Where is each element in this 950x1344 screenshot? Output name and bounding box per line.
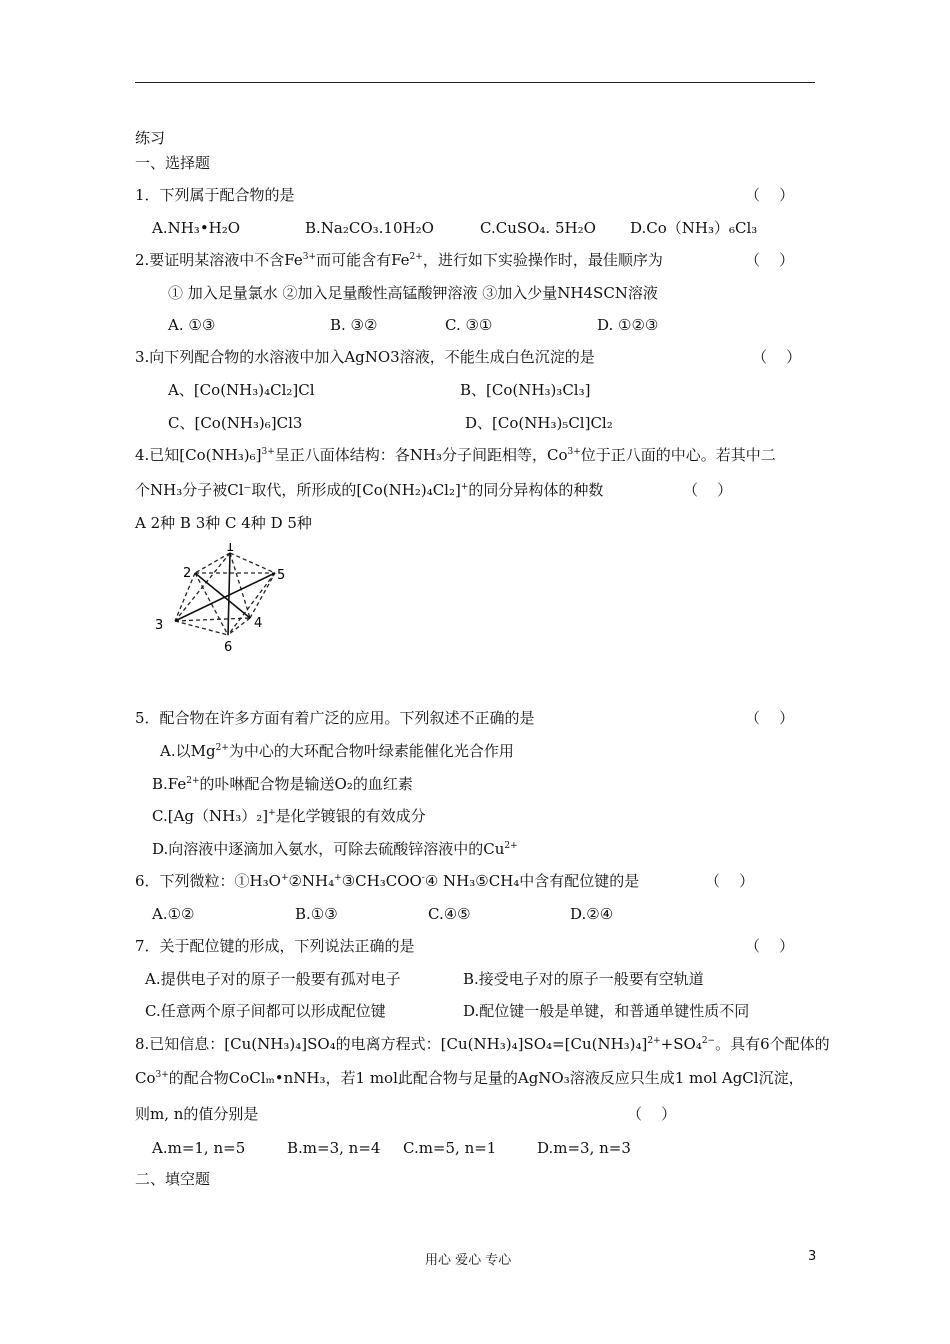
q2-option-c: C. ③① xyxy=(445,316,493,334)
q5-option-d: D.向溶液中逐滴加入氨水，可除去硫酸锌溶液中的$Cu^{2+}$ xyxy=(152,840,518,858)
vertex-label-1: 1 xyxy=(226,543,235,555)
octahedron-diagram xyxy=(150,543,295,655)
q8-option-d: D.m=3, n=3 xyxy=(537,1139,631,1157)
footer-motto: 用心 爱心 专心 xyxy=(425,1253,512,1268)
q2-operations: ① 加入足量氯水 ②加入足量酸性高锰酸钾溶液 ③加入少量NH4SCN溶液 xyxy=(168,284,658,302)
section-heading-fill: 二、填空题 xyxy=(135,1170,211,1188)
q6-option-b: B.①③ xyxy=(295,905,338,923)
q3-answer-blank: （ ） xyxy=(752,348,802,366)
q6-option-d: D.②④ xyxy=(570,905,614,923)
q8-option-c: C.m=5, n=1 xyxy=(403,1139,497,1157)
q3-option-d: D、[Co(NH₃)₅Cl]Cl₂ xyxy=(465,414,613,432)
page-title: 练习 xyxy=(135,129,166,147)
q8-stem-line3: 则m, n的值分别是 xyxy=(135,1105,259,1123)
vertex-label-4: 4 xyxy=(254,616,263,631)
q7-option-a: A.提供电子对的原子一般要有孤对电子 xyxy=(145,970,401,988)
q5-answer-blank: （ ） xyxy=(745,709,795,727)
q7-stem: 7．关于配位键的形成，下列说法正确的是 xyxy=(135,937,415,955)
q6-option-a: A.①② xyxy=(152,905,195,923)
q8-option-b: B.m=3, n=4 xyxy=(287,1139,381,1157)
q1-option-c: C.CuSO₄. 5H₂O xyxy=(480,219,596,237)
q8-stem-line2: $Co^{3+}$的配合物CoClₘ•nNH₃，若1 mol此配合物与足量的AgNO₃溶液反应只生成1 mol AgCl沉淀， xyxy=(135,1069,804,1087)
header-rule xyxy=(135,82,815,83)
q7-option-d: D.配位键一般是单键，和普通单键性质不同 xyxy=(463,1002,750,1020)
q5-option-c: C.[Ag（NH₃）₂]+是化学镀银的有效成分 xyxy=(152,807,426,825)
q5-stem: 5．配合物在许多方面有着广泛的应用。下列叙述不正确的是 xyxy=(135,709,535,727)
q3-option-c: C、[Co(NH₃)₆]Cl3 xyxy=(168,414,303,432)
q8-stem-line1: 8.已知信息：[Cu(NH₃)₄]SO₄的电离方程式：$[Cu(NH_3)_4]SO_4=[Cu(NH_3)_4]^{2+}+SO_4^{2-}$。具有6个配体的 xyxy=(135,1035,830,1053)
q1-option-b: B.Na₂CO₃.10H₂O xyxy=(305,219,434,237)
q1-answer-blank: （ ） xyxy=(745,186,795,204)
q1-stem: 1．下列属于配合物的是 xyxy=(135,186,295,204)
q4-answer-blank: （ ） xyxy=(683,481,733,499)
q2-stem: 2.要证明某溶液中不含$Fe^{3+}$而可能含有$Fe^{2+}$，进行如下实验操作时，最佳顺序为 xyxy=(135,251,663,269)
vertex-label-5: 5 xyxy=(277,568,286,583)
vertex-label-2: 2 xyxy=(183,566,192,581)
q4-options: A 2种 B 3种 C 4种 D 5种 xyxy=(135,514,312,532)
q1-option-d: D.Co（NH₃）₆Cl₃ xyxy=(630,219,758,237)
q3-stem: 3.向下列配合物的水溶液中加入AgNO3溶液，不能生成白色沉淀的是 xyxy=(135,348,595,366)
q4-stem-line1: 4.已知$[Co(NH_3)_6]^{3+}$呈正八面体结构：各NH₃分子间距相等，$Co^{3+}$位于正八面的中心。若其中二 xyxy=(135,446,776,464)
q3-option-b: B、[Co(NH₃)₃Cl₃] xyxy=(460,381,591,399)
vertex-label-3: 3 xyxy=(155,618,164,633)
q5-option-b: $B.Fe^{2+}$的卟啉配合物是输送O₂的血红素 xyxy=(152,775,413,793)
q2-option-d: D. ①②③ xyxy=(597,316,659,334)
q8-answer-blank: （ ） xyxy=(627,1105,677,1123)
q6-answer-blank: （ ） xyxy=(705,872,755,890)
q7-option-c: C.任意两个原子间都可以形成配位键 xyxy=(145,1002,386,1020)
q5-option-a: A.以$Mg^{2+}$为中心的大环配合物叶绿素能催化光合作用 xyxy=(160,742,514,760)
q2-option-b: B. ③② xyxy=(330,316,378,334)
q7-answer-blank: （ ） xyxy=(745,937,795,955)
section-heading-choice: 一、选择题 xyxy=(135,154,211,172)
q7-option-b: B.接受电子对的原子一般要有空轨道 xyxy=(463,970,704,988)
q6-stem: 6．下列微粒：①H₃O+②NH₄+③CH₃COO-④ NH₃⑤CH₄中含有配位键的是 xyxy=(135,872,640,890)
q6-option-c: C.④⑤ xyxy=(428,905,471,923)
q1-option-a: A.NH₃•H₂O xyxy=(152,219,241,237)
page-number: 3 xyxy=(808,1249,817,1264)
q8-option-a: A.m=1, n=5 xyxy=(152,1139,246,1157)
vertex-label-6: 6 xyxy=(224,640,233,655)
q3-option-a: A、[Co(NH₃)₄Cl₂]Cl xyxy=(168,381,315,399)
q4-stem-line2: 个NH₃分子被Cl⁻取代，所形成的[Co(NH₂)₄Cl₂]+的同分异构体的种数 xyxy=(135,481,604,499)
q2-option-a: A. ①③ xyxy=(168,316,216,334)
q2-answer-blank: （ ） xyxy=(745,251,795,269)
